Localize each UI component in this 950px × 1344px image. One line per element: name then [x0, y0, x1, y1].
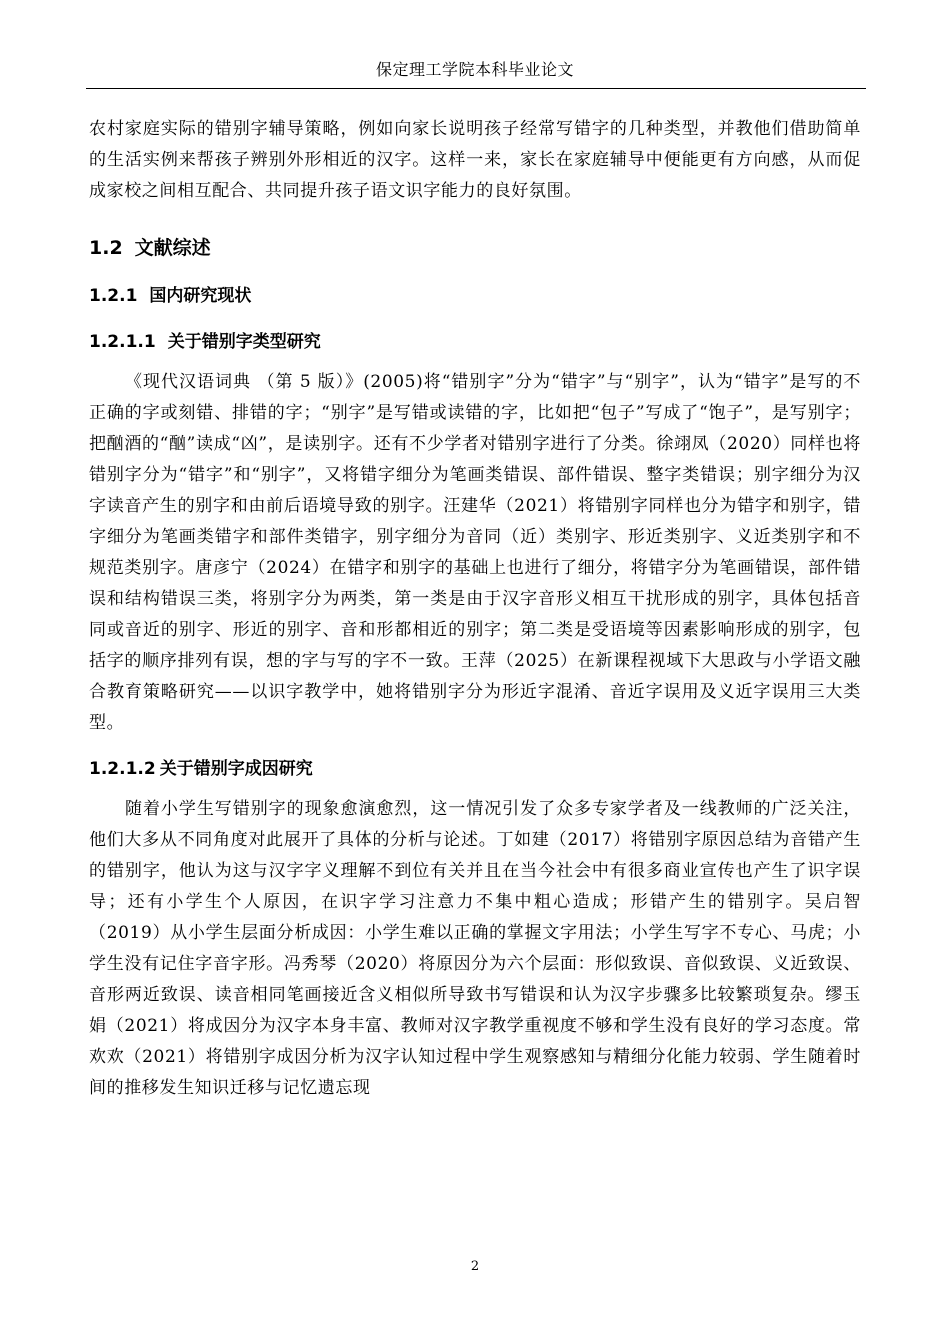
header-rule — [86, 88, 866, 89]
section-number: 1.2.1.1 — [89, 332, 156, 352]
intro-paragraph: 农村家庭实际的错别字辅导策略，例如向家长说明孩子经常写错字的几种类型，并教他们借助简单的生活实例来帮孩子辨别外形相近的汉字。这样一来，家长在家庭辅导中便能更有方向感，从而促成家校之间相互配合、共同提升孩子语文识字能力的良好氛围。 — [89, 119, 861, 201]
section-heading-1-2 — [89, 234, 861, 262]
running-header: 保定理工学院本科毕业论文 — [375, 60, 574, 79]
section-title: 关于错别字成因研究 — [159, 759, 313, 779]
page-body — [89, 114, 861, 1104]
paragraph-error-types: 《现代汉语词典 （第 5 版）》(2005)将“错别字”分为“错字”与“别字”，认为“错字”是写的不正确的字或刻错、排错的字；“别字”是写错或读错的字，比如把“包子”写成了“饱子”，是写别字；把酗酒的“酗”读成“凶”，是读别字。还有不少学者对错别字进行了分类。徐翊凤（2020）同样也将错别字分为“错字”和“别字”，又将错字细分为笔画类错误、部件错误、整字类错误；别字细分为汉字读音产生的别字和由前后语境导致的别字。汪建华（2021）将错别字同样也分为错字和别字，错字细分为笔画类错字和部件类错字，别字细分为音同（近）类别字、形近类别字、义近类别字和不规范类别字。唐彦宁（2024）在错字和别字的基础上也进行了细分，将错字分为笔画错误，部件错误和结构错误三类，将别字分为两类，第一类是由于汉字音形义相互干扰形成的别字，具体包括音同或音近的别字、形近的别字、音和形都相近的别字；第二类是受语境等因素影响形成的别字，包括字的顺序排列有误，想的字与写的字不一致。王萍（2025）在新课程视域下大思政与小学语文融合教育策略研究——以识字教学中，她将错别字分为形近字混淆、音近字误用及义近字误用三大类型。 — [89, 372, 861, 733]
section-number: 1.2 — [89, 237, 123, 259]
page-number: 2 — [470, 1259, 480, 1274]
section-title: 文献综述 — [134, 237, 211, 259]
section-heading-1-2-1-2 — [89, 756, 861, 782]
section-title: 关于错别字类型研究 — [167, 332, 321, 352]
section-heading-1-2-1-1 — [89, 329, 861, 355]
paragraph-error-causes: 随着小学生写错别字的现象愈演愈烈，这一情况引发了众多专家学者及一线教师的广泛关注，他们大多从不同角度对此展开了具体的分析与论述。丁如建（2017）将错别字原因总结为音错产生的错别字，他认为这与汉字字义理解不到位有关并且在当今社会中有很多商业宣传也产生了识字误导；还有小学生个人原因，在识字学习注意力不集中粗心造成；形错产生的错别字。吴启智（2019）从小学生层面分析成因：小学生难以正确的掌握文字用法；小学生写字不专心、马虎；小学生没有记住字音字形。冯秀琴（2020）将原因分为六个层面：形似致误、音似致误、义近致误、音形两近致误、读音相同笔画接近含义相似所导致书写错误和认为汉字步骤多比较繁琐复杂。缪玉娟（2021）将成因分为汉字本身丰富、教师对汉字教学重视度不够和学生没有良好的学习态度。常欢欢（2021）将错别字成因分析为汉字认知过程中学生观察感知与精细分化能力较弱、学生随着时间的推移发生知识迁移与记忆遗忘现 — [89, 799, 861, 1098]
section-heading-1-2-1 — [89, 283, 861, 309]
section-title: 国内研究现状 — [149, 286, 252, 306]
section-number: 1.2.1.2 — [89, 759, 156, 779]
section-number: 1.2.1 — [89, 286, 138, 306]
